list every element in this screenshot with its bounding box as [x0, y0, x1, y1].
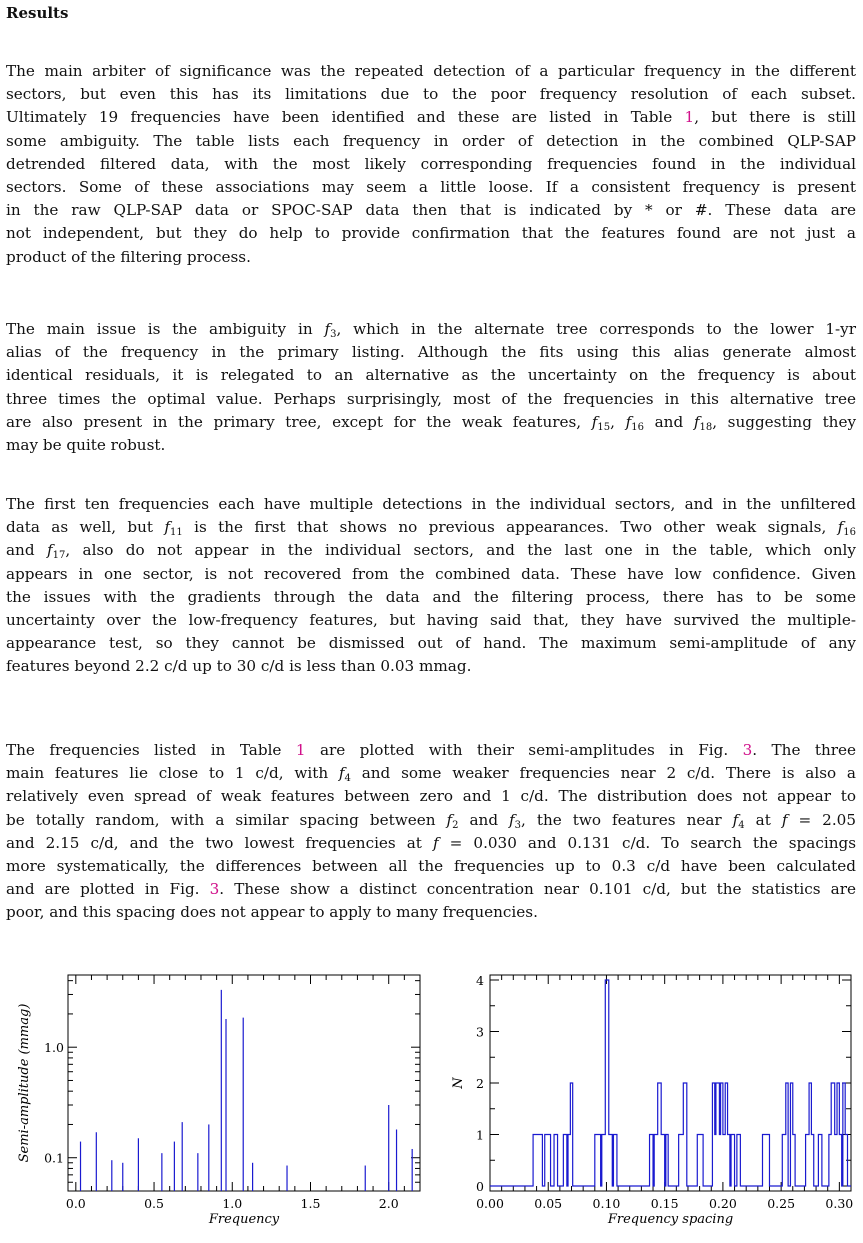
- x-axis-label: Frequency spacing: [607, 1212, 734, 1227]
- y-tick-label: 1.0: [44, 1040, 64, 1056]
- x-tick-label: 0.20: [708, 1196, 737, 1211]
- x-tick-label: 0.00: [476, 1196, 504, 1211]
- text-line: may be quite robust.: [6, 436, 166, 455]
- y-axis-label: N: [451, 1077, 466, 1089]
- x-tick-label: 1.5: [300, 1196, 321, 1211]
- text-line: Ultimately 19 frequencies have been identified and these are listed in Table 1, but there is still: [6, 108, 856, 127]
- paragraph-2: [6, 318, 856, 457]
- y-tick-label: 0.1: [44, 1150, 64, 1166]
- text-line: product of the filtering process.: [6, 247, 251, 266]
- text-line: alias of the frequency in the primary listing. Although the fits using this alias generate almost: [6, 343, 856, 362]
- text-line: three times the optimal value. Perhaps surprisingly, most of the frequencies in this alternative tree: [6, 389, 856, 408]
- text-line: poor, and this spacing does not appear to apply to many frequencies.: [6, 903, 538, 922]
- text-line: in the raw QLP-SAP data or SPOC-SAP data then that is indicated by * or #. These data are: [6, 201, 856, 220]
- text-line: data as well, but $f_{11}$ is the first that shows no previous appearances. Two other weak signals, $f_{16}$: [6, 518, 856, 539]
- table-ref-link[interactable]: 1: [295, 741, 306, 759]
- text-line: be totally random, with a similar spacing between $f_2$ and $f_3$, the two features near $f_4$ at f = 2.05: [6, 810, 856, 831]
- paragraph-1: [6, 60, 856, 269]
- spacing-histogram: [440, 960, 863, 1243]
- amplitude-chart: [0, 960, 430, 1243]
- text-line: detrended filtered data, with the most likely corresponding frequencies found in the individual: [6, 154, 856, 173]
- text-line: The frequencies listed in Table 1 are plotted with their semi-amplitudes in Fig. 3. The three: [6, 741, 856, 759]
- x-tick-label: 0.0: [65, 1196, 86, 1211]
- text-line: are also present in the primary tree, except for the weak features, $f_{15}$, $f_{16}$ and $f_{18}$, suggesting they: [6, 412, 857, 433]
- x-tick-label: 0.05: [534, 1196, 563, 1211]
- x-axis-label: Frequency: [208, 1212, 280, 1227]
- text-line: main features lie close to 1 c/d, with $f_4$ and some weaker frequencies near 2 c/d. There is also a: [6, 764, 856, 785]
- text-line: some ambiguity. The table lists each frequency in order of detection in the combined QLP-SAP: [6, 131, 856, 150]
- text-line: more systematically, the differences between all the frequencies up to 0.3 c/d have been calculated: [6, 857, 856, 876]
- paragraph-3: [6, 493, 856, 679]
- text-line: and $f_{17}$, also do not appear in the individual sectors, and the last one in the table, which only: [6, 541, 856, 562]
- text-line: sectors, but even this has its limitations due to the poor frequency resolution of each subset.: [6, 85, 856, 104]
- x-tick-label: 0.10: [592, 1196, 621, 1211]
- text-line: and are plotted in Fig. 3. These show a distinct concentration near 0.101 c/d, but the statistics are: [6, 880, 856, 899]
- histogram-step-line: [490, 980, 851, 1186]
- x-tick-label: 0.30: [825, 1196, 854, 1211]
- y-tick-label: 1: [476, 1127, 484, 1143]
- text-line: the issues with the gradients through the data and the filtering process, there has to be some: [6, 587, 856, 606]
- x-tick-label: 1.0: [222, 1196, 243, 1211]
- figure-ref-link[interactable]: 3: [742, 741, 753, 759]
- paragraph-4: [6, 739, 856, 925]
- text-line: appears in one sector, is not recovered from the combined data. These have low confidence. Given: [6, 564, 856, 583]
- y-tick-label: 3: [476, 1024, 484, 1040]
- text-line: The main arbiter of significance was the repeated detection of a particular frequency in the different: [6, 62, 856, 80]
- table-ref-link[interactable]: 1: [684, 108, 695, 127]
- text-line: The first ten frequencies each have multiple detections in the individual sectors, and in the unfiltered: [6, 495, 856, 513]
- x-tick-label: 0.25: [767, 1196, 796, 1211]
- text-line: and 2.15 c/d, and the two lowest frequencies at f = 0.030 and 0.131 c/d. To search the spacings: [6, 833, 856, 852]
- text-line: sectors. Some of these associations may seem a little loose. If a consistent frequency is present: [6, 178, 856, 197]
- figure-ref-link[interactable]: 3: [209, 880, 220, 899]
- plot-frame: [68, 975, 420, 1191]
- text-line: not independent, but they do help to provide confirmation that the features found are not just a: [6, 224, 856, 243]
- x-tick-label: 0.5: [144, 1196, 164, 1211]
- section-heading: Results: [6, 4, 69, 22]
- text-line: uncertainty over the low-frequency features, but having said that, they have survived the multiple-: [6, 611, 856, 630]
- text-line: identical residuals, it is relegated to an alternative as the uncertainty on the frequency is about: [6, 366, 856, 385]
- x-tick-label: 0.15: [650, 1196, 679, 1211]
- x-tick-label: 2.0: [378, 1196, 399, 1211]
- y-tick-label: 4: [476, 973, 484, 988]
- text-line: The main issue is the ambiguity in $f_3$, which in the alternate tree corresponds to the lower 1-yr: [6, 320, 856, 340]
- text-line: appearance test, so they cannot be dismissed out of hand. The maximum semi-amplitude of any: [6, 634, 856, 653]
- text-line: relatively even spread of weak features between zero and 1 c/d. The distribution does not appear to: [6, 787, 856, 806]
- y-tick-label: 2: [476, 1076, 484, 1091]
- y-axis-label: Semi-amplitude (mmag): [17, 1003, 32, 1163]
- y-tick-label: 0: [476, 1179, 484, 1194]
- text-line: features beyond 2.2 c/d up to 30 c/d is less than 0.03 mmag.: [6, 657, 472, 676]
